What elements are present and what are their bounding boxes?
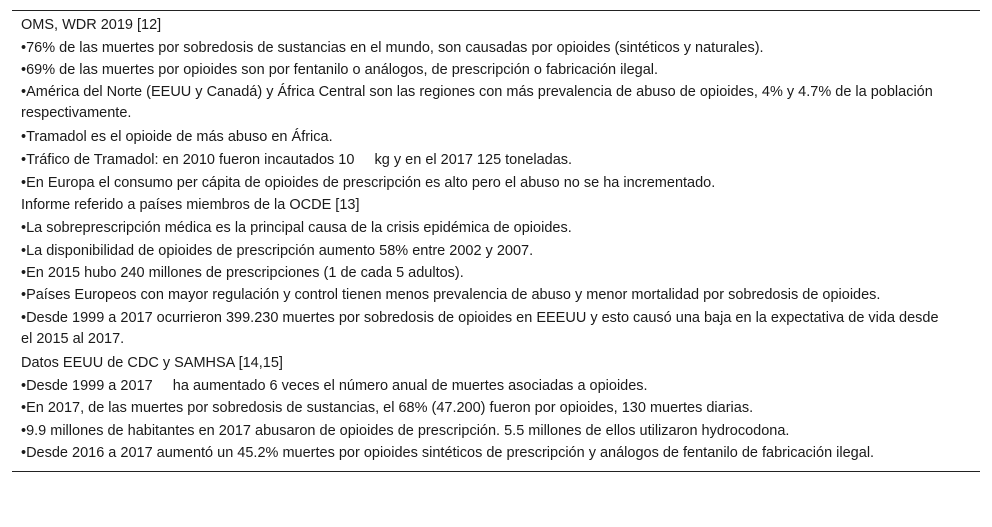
- list-item: •Tráfico de Tramadol: en 2010 fueron incautados 10 kg y en el 2017 125 toneladas.: [21, 151, 573, 168]
- list-item: •9.9 millones de habitantes en 2017 abusaron de opioides de prescripción. 5.5 millones de ellos utilizaron hydrocodona.: [21, 423, 790, 440]
- list-item: •Tramadol es el opioide de más abuso en África.: [21, 129, 333, 146]
- list-item: •La sobreprescripción médica es la principal causa de la crisis epidémica de opioides.: [21, 219, 572, 236]
- list-item: •En 2017, de las muertes por sobredosis de sustancias, el 68% (47.200) fueron por opioides, 130 muertes diarias.: [21, 400, 754, 417]
- list-item: •Desde 1999 a 2017 ha aumentado 6 veces el número anual de muertes asociadas a opioides.: [21, 377, 648, 394]
- list-item: •Países Europeos con mayor regulación y control tienen menos prevalencia de abuso y menor mortalidad por sobredosis de opioides.: [21, 287, 881, 304]
- list-item: •En 2015 hubo 240 millones de prescripciones (1 de cada 5 adultos).: [21, 265, 464, 282]
- section-heading-ocde: Informe referido a países miembros de la OCDE [13]: [21, 197, 360, 214]
- list-item: •La disponibilidad de opioides de prescripción aumento 58% entre 2002 y 2007.: [21, 242, 534, 259]
- opioid-data-table: [12, 10, 980, 472]
- list-item: •América del Norte (EEUU y Canadá) y África Central son las regiones con más prevalencia de abuso de opioides, 4% y 4.7% de la población respectivamente.: [21, 84, 933, 122]
- list-item: •69% de las muertes por opioides son por fentanilo o análogos, de prescripción o fabricación ilegal.: [21, 62, 659, 79]
- list-item: •En Europa el consumo per cápita de opioides de prescripción es alto pero el abuso no se ha incrementado.: [21, 174, 716, 191]
- list-item: •Desde 1999 a 2017 ocurrieron 399.230 muertes por sobredosis de opioides en EEEUU y esto causó una baja en la expectativa de vida desde el 2015 al 2017.: [21, 310, 939, 348]
- section-heading-cdc: Datos EEUU de CDC y SAMHSA [14,15]: [21, 355, 283, 372]
- section-heading-oms: OMS, WDR 2019 [12]: [21, 17, 162, 33]
- list-item: •Desde 2016 a 2017 aumentó un 45.2% muertes por opioides sintéticos de prescripción y análogos de fentanilo de fabricación ilegal.: [21, 444, 875, 461]
- list-item: •76% de las muertes por sobredosis de sustancias en el mundo, son causadas por opioides (sintéticos y naturales).: [21, 39, 764, 56]
